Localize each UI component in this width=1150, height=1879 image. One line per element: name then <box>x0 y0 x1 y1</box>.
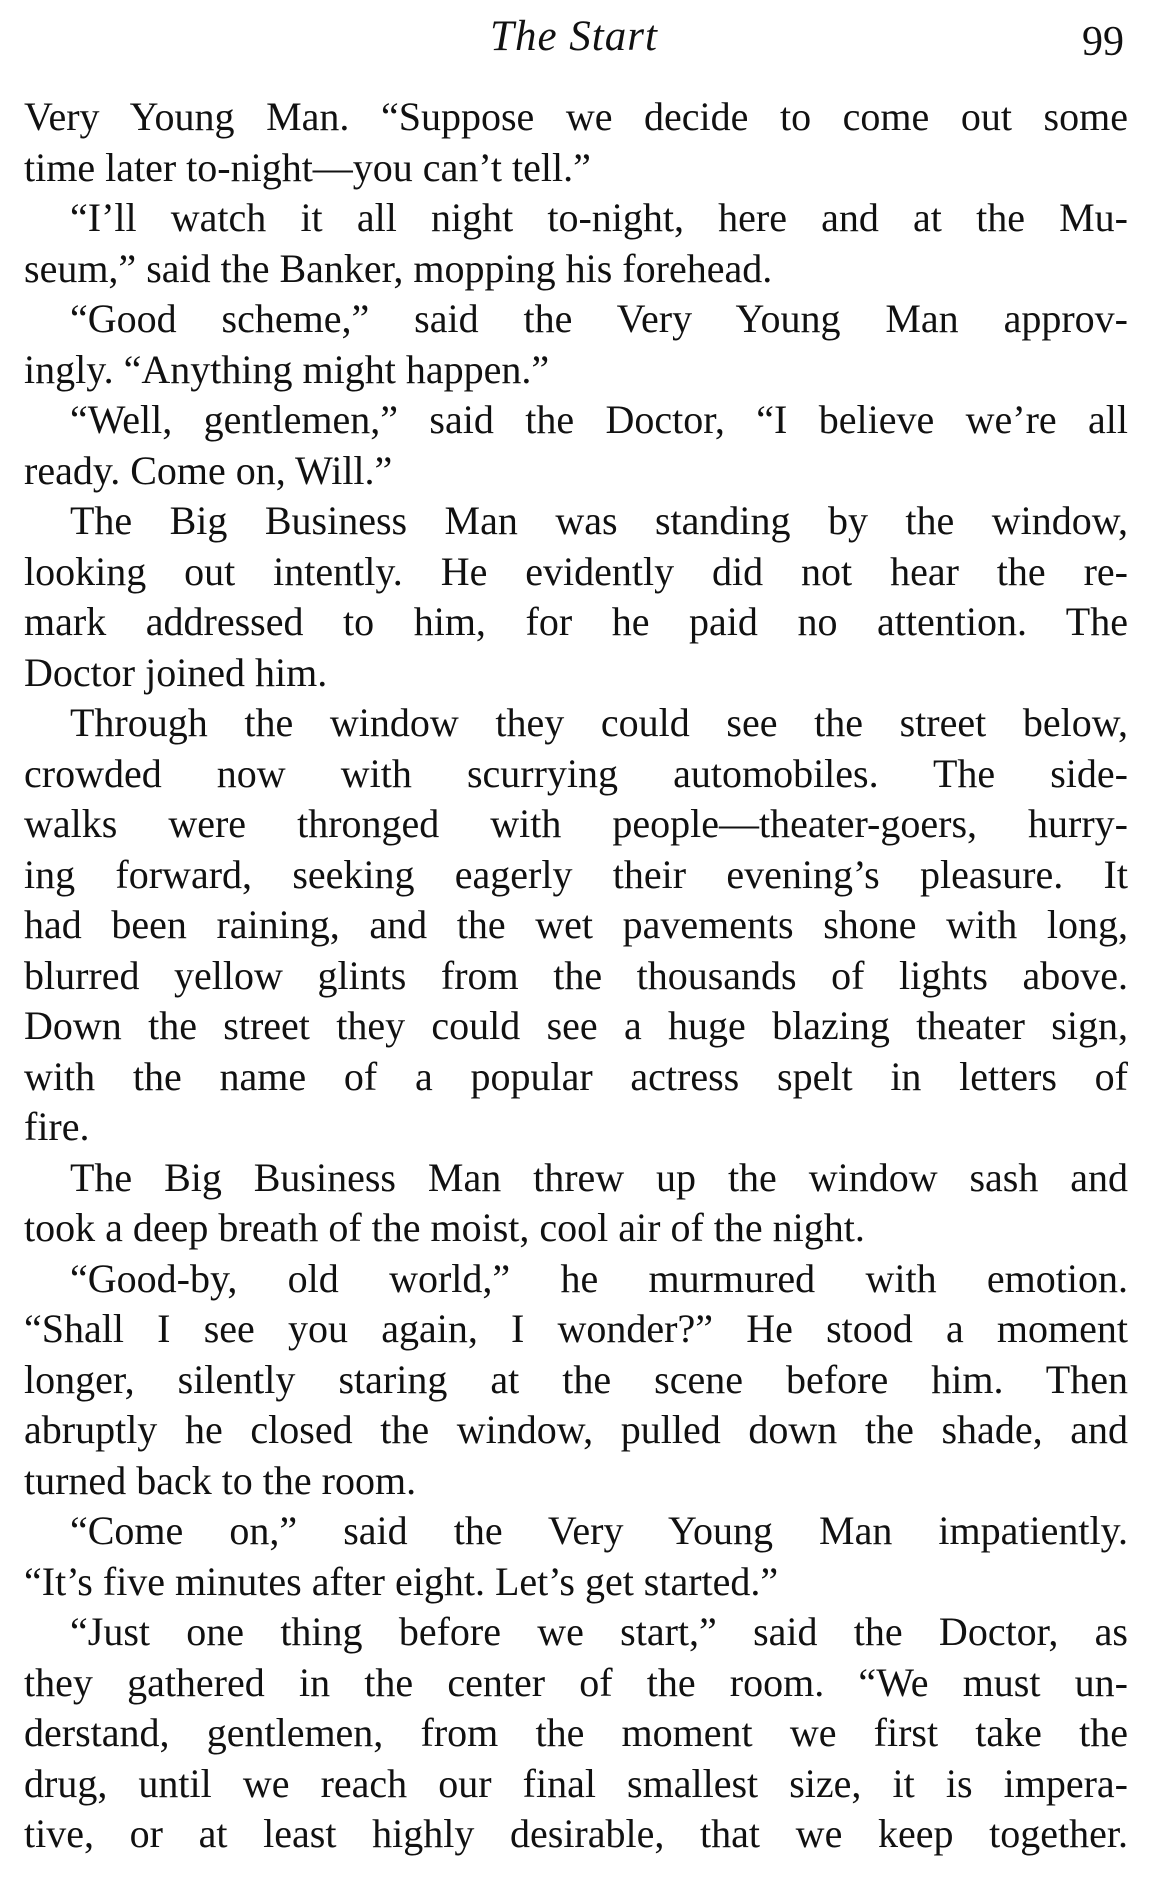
text-line: “It’s five minutes after eight. Let’s get started.” <box>24 1558 779 1604</box>
text-line: “I’ll watch it all night to-night, here and at the Mu- <box>70 195 1128 240</box>
text-line: turned back to the room. <box>24 1457 417 1503</box>
text-line: longer, silently staring at the scene before him. Then <box>24 1356 1128 1402</box>
text-line: abruptly he closed the window, pulled down the shade, and <box>24 1407 1128 1452</box>
text-line: mark addressed to him, for he paid no attention. The <box>24 599 1128 644</box>
text-line: Doctor joined him. <box>24 649 328 695</box>
text-line: fire. <box>24 1104 90 1149</box>
body-text <box>24 92 1128 1860</box>
text-line: “Shall I see you again, I wonder?” He stood a moment <box>24 1306 1128 1351</box>
text-line: Down the street they could see a huge blazing theater sign, <box>24 1003 1128 1048</box>
text-line: “Good-by, old world,” he murmured with emotion. <box>70 1255 1128 1301</box>
text-line: “Well, gentlemen,” said the Doctor, “I believe we’re all <box>70 397 1128 442</box>
text-line: tive, or at least highly desirable, that we keep together. <box>24 1811 1128 1856</box>
text-line: “Come on,” said the Very Young Man impatiently. <box>70 1508 1128 1553</box>
text-line: blurred yellow glints from the thousands of lights above. <box>24 952 1128 998</box>
text-line: ingly. “Anything might happen.” <box>24 346 550 392</box>
running-title: The Start <box>490 13 658 60</box>
page-number: 99 <box>1082 19 1124 65</box>
text-line: ing forward, seeking eagerly their evening’s pleasure. It <box>24 851 1128 897</box>
text-line: derstand, gentlemen, from the moment we first take the <box>24 1710 1128 1755</box>
text-line: looking out intently. He evidently did not hear the re- <box>24 548 1128 594</box>
text-line: walks were thronged with people—theater-goers, hurry- <box>24 801 1128 846</box>
text-line: The Big Business Man was standing by the window, <box>70 498 1128 543</box>
text-line: time later to-night—you can’t tell.” <box>24 144 591 190</box>
text-line: they gathered in the center of the room. “We must un- <box>24 1659 1128 1705</box>
text-line: The Big Business Man threw up the window sash and <box>70 1154 1128 1200</box>
text-line: had been raining, and the wet pavements shone with long, <box>24 902 1128 947</box>
text-line: drug, until we reach our final smallest size, it is impera- <box>24 1760 1128 1806</box>
text-line: Through the window they could see the street below, <box>70 700 1128 745</box>
text-line: with the name of a popular actress spelt in letters of <box>24 1053 1128 1099</box>
text-line: ready. Come on, Will.” <box>24 447 393 493</box>
text-line: took a deep breath of the moist, cool air of the night. <box>24 1205 865 1250</box>
text-line: seum,” said the Banker, mopping his forehead. <box>24 245 773 291</box>
text-line: “Just one thing before we start,” said the Doctor, as <box>70 1609 1128 1654</box>
text-line: crowded now with scurrying automobiles. The side- <box>24 750 1128 796</box>
text-line: “Good scheme,” said the Very Young Man approv- <box>70 296 1128 341</box>
text-line: Very Young Man. “Suppose we decide to come out some <box>24 94 1128 139</box>
running-head <box>24 12 1124 72</box>
